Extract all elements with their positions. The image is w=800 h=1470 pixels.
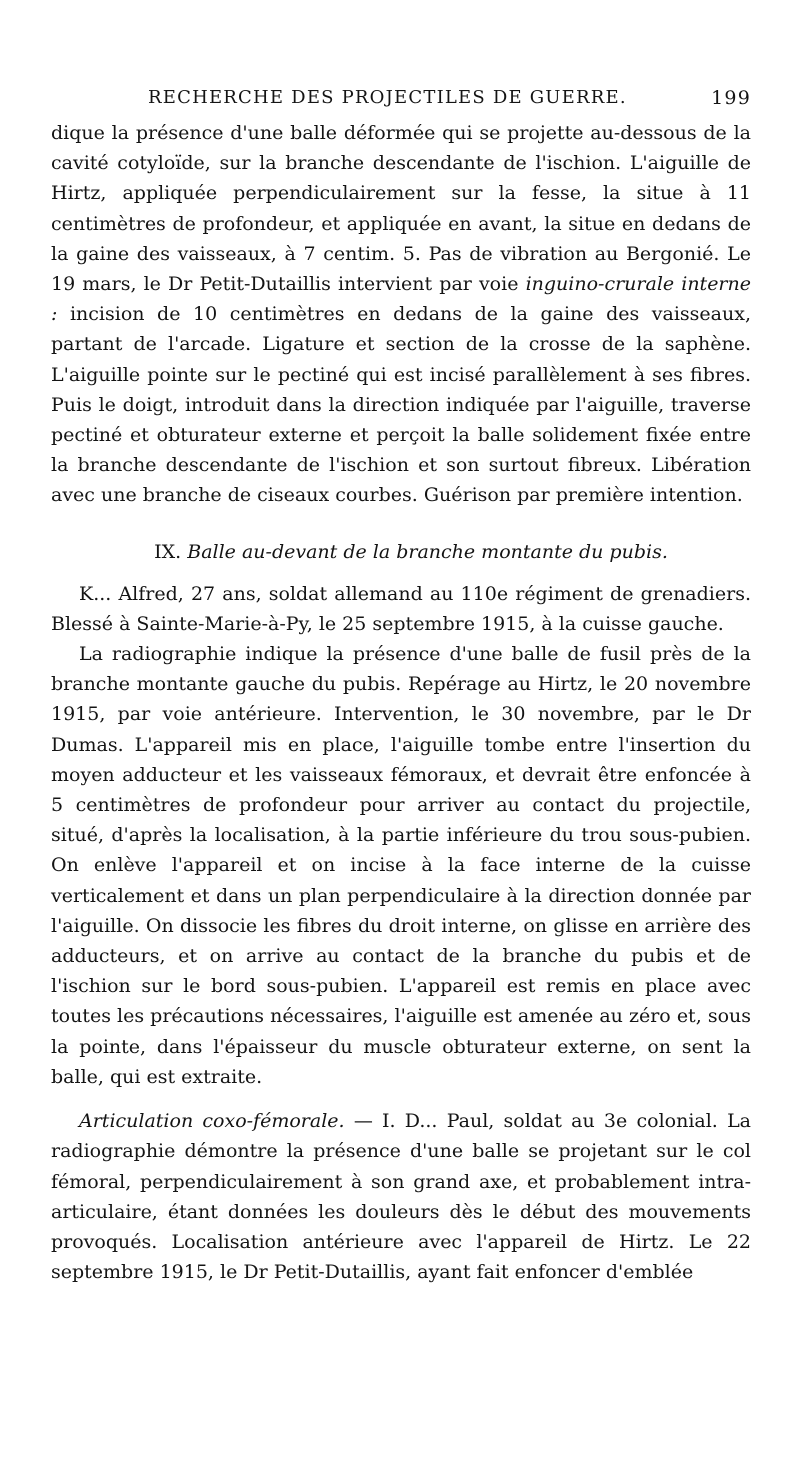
page-number: 199 — [711, 87, 751, 109]
italic-term: inguino-crurale interne : — [51, 273, 751, 326]
italic-subheading: Articulation coxo-fémorale. — [79, 1110, 345, 1133]
paragraph-text: dique la présence d'une balle déformée qui se projette au-dessous de la cavité cotyloïde, sur la branche descendante de l'ischion. L'aiguille de Hirtz, appliquée perpendiculairement sur la fesse, la situe à 11 centimètres de profondeur, et appliquée en avant, la situe en dedans de la gaine des vaisseaux, à 7 centim. 5. Pas de vibration au Bergonié. Le 19 mars, le Dr Petit-Dutaillis intervient par voie — [51, 122, 751, 296]
paragraph-case-intro: K... Alfred, 27 ans, soldat allemand au 110e régiment de grenadiers. Blessé à Sainte-Marie-à-Py, le 25 septembre 1915, à la cuisse gauche. — [51, 582, 751, 635]
paragraph-continuation — [51, 118, 751, 511]
paragraph-articulation — [51, 1106, 751, 1287]
section-heading — [51, 537, 751, 567]
running-head — [51, 78, 751, 118]
paragraph-text: incision de 10 centimètres en dedans de la gaine des vaisseaux, partant de l'arcade. Ligature et section de la crosse de la saphène. L'aiguille pointe sur le pectiné qui est incisé parallèlement à ses fibres. Puis le doigt, introduit dans la direction indiquée par l'aiguille, traverse pectiné et obturateur externe et perçoit la balle solidement fixée entre la branche descendante de l'ischion et son surtout fibreux. Libération avec une branche de ciseaux courbes. Guérison par première intention. — [51, 303, 752, 507]
running-title: RECHERCHE DES PROJECTILES DE GUERRE. — [148, 87, 627, 108]
paragraph-gap — [51, 1092, 751, 1106]
section-number: IX. — [154, 540, 182, 563]
section-title: Balle au-devant de la branche montante du pubis. — [187, 540, 668, 563]
document-page — [51, 78, 751, 1287]
paragraph-case-detail: La radiographie indique la présence d'une balle de fusil près de la branche montante gauche du pubis. Repérage au Hirtz, le 20 novembre 1915, par voie antérieure. Intervention, le 30 novembre, par le Dr Dumas. L'appareil mis en place, l'aiguille tombe entre l'insertion du moyen adducteur et les vaisseaux fémoraux, et devrait être enfoncée à 5 centimètres de profondeur pour arriver au contact du projectile, situé, d'après la localisation, à la partie inférieure du trou sous-pubien. On enlève l'appareil et on incise à la face interne de la cuisse verticalement et dans un plan perpendiculaire à la direction donnée par l'aiguille. On dissocie les fibres du droit interne, on glisse en arrière des adducteurs, et on arrive au contact de la branche du pubis et de l'ischion sur le bord sous-pubien. L'appareil est remis en place avec toutes les précautions nécessaires, l'aiguille est amenée au zéro et, sous la pointe, dans l'épaisseur du muscle obturateur externe, on sent la balle, qui est extraite. — [51, 643, 751, 1088]
paragraph-text: — I. D... Paul, soldat au 3e colonial. La radiographie démontre la présence d'une balle se projetant sur le col fémoral, perpendiculairement à son grand axe, et probablement intra-articulaire, étant données les douleurs dès le début des mouvements provoqués. Localisation antérieure avec l'appareil de Hirtz. Le 22 septembre 1915, le Dr Petit-Dutaillis, ayant fait enfoncer d'emblée — [51, 1110, 752, 1284]
